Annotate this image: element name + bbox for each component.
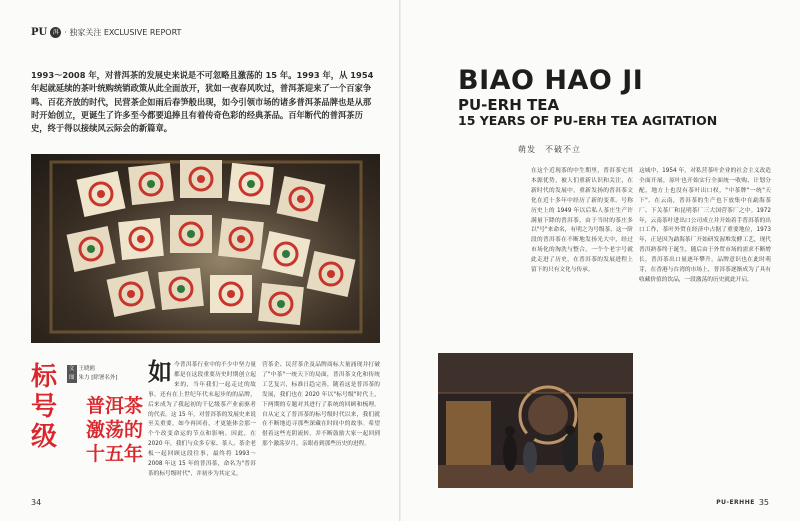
footer-brand: PU-ERHHE (716, 499, 755, 506)
title-block (31, 362, 141, 482)
tea-cake-wrapper (170, 215, 212, 253)
tea-cakes-illustration (31, 154, 380, 343)
red-chinese-title: 普洱茶激荡的十五年 (85, 395, 143, 465)
english-title-tagline: 15 YEARS OF PU-ERH TEA AGITATION (458, 113, 718, 128)
brand-logo: PU (31, 27, 48, 38)
section-heading: 萌发 不破不立 (518, 145, 581, 154)
page-header (31, 27, 181, 38)
right-page (401, 0, 800, 521)
body-text-1: 今普洱茶行业中的不少中坚力量都是在这段重要历史时期创立起来的，当年我们一起走过的故事，还有在上世纪年代末起步的的品牌，后来成为了我起初的千亿级茶产业前驱者的代表。这 15 年，对普洱茶的发展史来说至关重要，如今再回看，才更能体会那一个个改变命运的节点和影响。因此，在 2020 年，我们与众多专家、茶人、茶企老板一起回顾这段往事，最终将 1993～2008 年这 15 年的普洱茶，命名为"普洱茶的标号级时代"，并初步为其定义。 (148, 362, 256, 477)
credit-photo: 图 朱力 [除署名外] (69, 375, 118, 381)
drop-cap: 如 (148, 358, 172, 386)
tea-shop-illustration (438, 353, 633, 488)
credits (67, 365, 118, 383)
big-red-title: 标号级 (31, 362, 58, 452)
page-number-left: 34 (31, 498, 42, 507)
tea-cake-wrapper (258, 283, 304, 325)
tea-cake-wrapper (210, 275, 252, 313)
left-page (0, 0, 399, 521)
tea-cake-wrapper (218, 218, 264, 260)
tea-cake-wrapper (228, 163, 274, 205)
body-column-1 (148, 358, 256, 480)
english-title-main: BIAO HAO JI (458, 65, 644, 96)
page-number-right: 35 (758, 498, 769, 507)
brand-mark-icon: 洱 (50, 27, 61, 38)
section-label: · 独家关注 EXCLUSIVE REPORT (64, 28, 182, 37)
tea-cake-wrapper (128, 163, 174, 205)
body-column-4: 这城中，1954 年，对私营茶叶企业的社会主义改造全面开展，原叶也开始实行全面统一收购、计划分配，地方上也没有茶叶出口权，"中茶牌"一统"天下"。在云南，普洱茶的生产也下放集中在勐海茶厂、下关茶厂和昆明茶厂三大国营茶厂之中。1972 年，云南茶叶进出口公司成立并开始着手普洱茶的出口工作，茶叶外贸在经济中占据了重要地位，1973 年，正是因为勐海茶厂开始研发渥堆发酵工艺，现代普洱熟茶终于诞生，随后由于外贸市场的需求不断增长，普洱茶出口量逐年攀升，品牌意识也在此时萌芽，在香港与台湾的市场上，普洱茶逐渐成为了具有收藏价值的饮品，一段激荡的历史就此开启。 (639, 168, 771, 283)
english-title-sub: PU-ERH TEA (458, 96, 560, 114)
page-footer-right (716, 498, 769, 507)
tea-cake-wrapper (180, 160, 222, 198)
credit-writer: 文 王晓鸥 (69, 366, 96, 372)
body-column-3: 在这个近现茶的中生期里，普洱茶宅其本源优势，被人们重新认识和关注，在新时代的发展中，重新发扬的普洱茶文化在近十多年中经历了新的变革。号称历史上的 1949 年以后私人茶庄生产许满量下降的普洱茶，由于当时的茶庄多以"号"来命名，有明之为号级茶，这一阶段的普洱茶在不断地发扬光大中，经过市场化的淘洗与整合，一个个老字号就此走进了历史，在普洱茶的发展进程上留下的只有文化与传承。 (531, 168, 633, 274)
tea-shop-photo (438, 353, 633, 488)
tea-cake-wrapper (158, 268, 204, 310)
tea-cake-wrapper (118, 218, 164, 260)
tea-cakes-photo (31, 154, 380, 343)
intro-paragraph: 1993～2008 年，对普洱茶的发展史来说是不可忽略且激荡的 15 年。1993 年，从 1954 年起就延续的茶叶统购统销政策从此全面放开，犹如一夜春风吹过，普洱茶迎来了一个百家争鸣、百花齐放的时代，民营茶企如雨后春笋般出现，如今引领市场的诸多普洱茶品牌也是从那时开始创立，更诞生了许多至今都要追捧且有着传奇色彩的经典茶品。百年断代的普洱茶历史，终于得以接续风云际会的新篇章。 (31, 70, 374, 134)
body-column-2: 营茶企、民营茶企及品牌商标大量涌现并打破了"中茶"一统天下的局面，普洱茶文化和传统工艺复兴，标准日趋完善，随着这是普洱茶的发展，我们也在 2020 年以"标号级"时代上，下两期的专题对其进行了系统的回顾和梳理。自从定义了普洱茶的标号级时代以来，我们就在不断地追寻那些深藏在时间中的故事。希望借着这些光阴流转，并不断鼓励大家一起回到那个激荡岁月，亲眼看到那些历史的进程。 (262, 362, 380, 448)
